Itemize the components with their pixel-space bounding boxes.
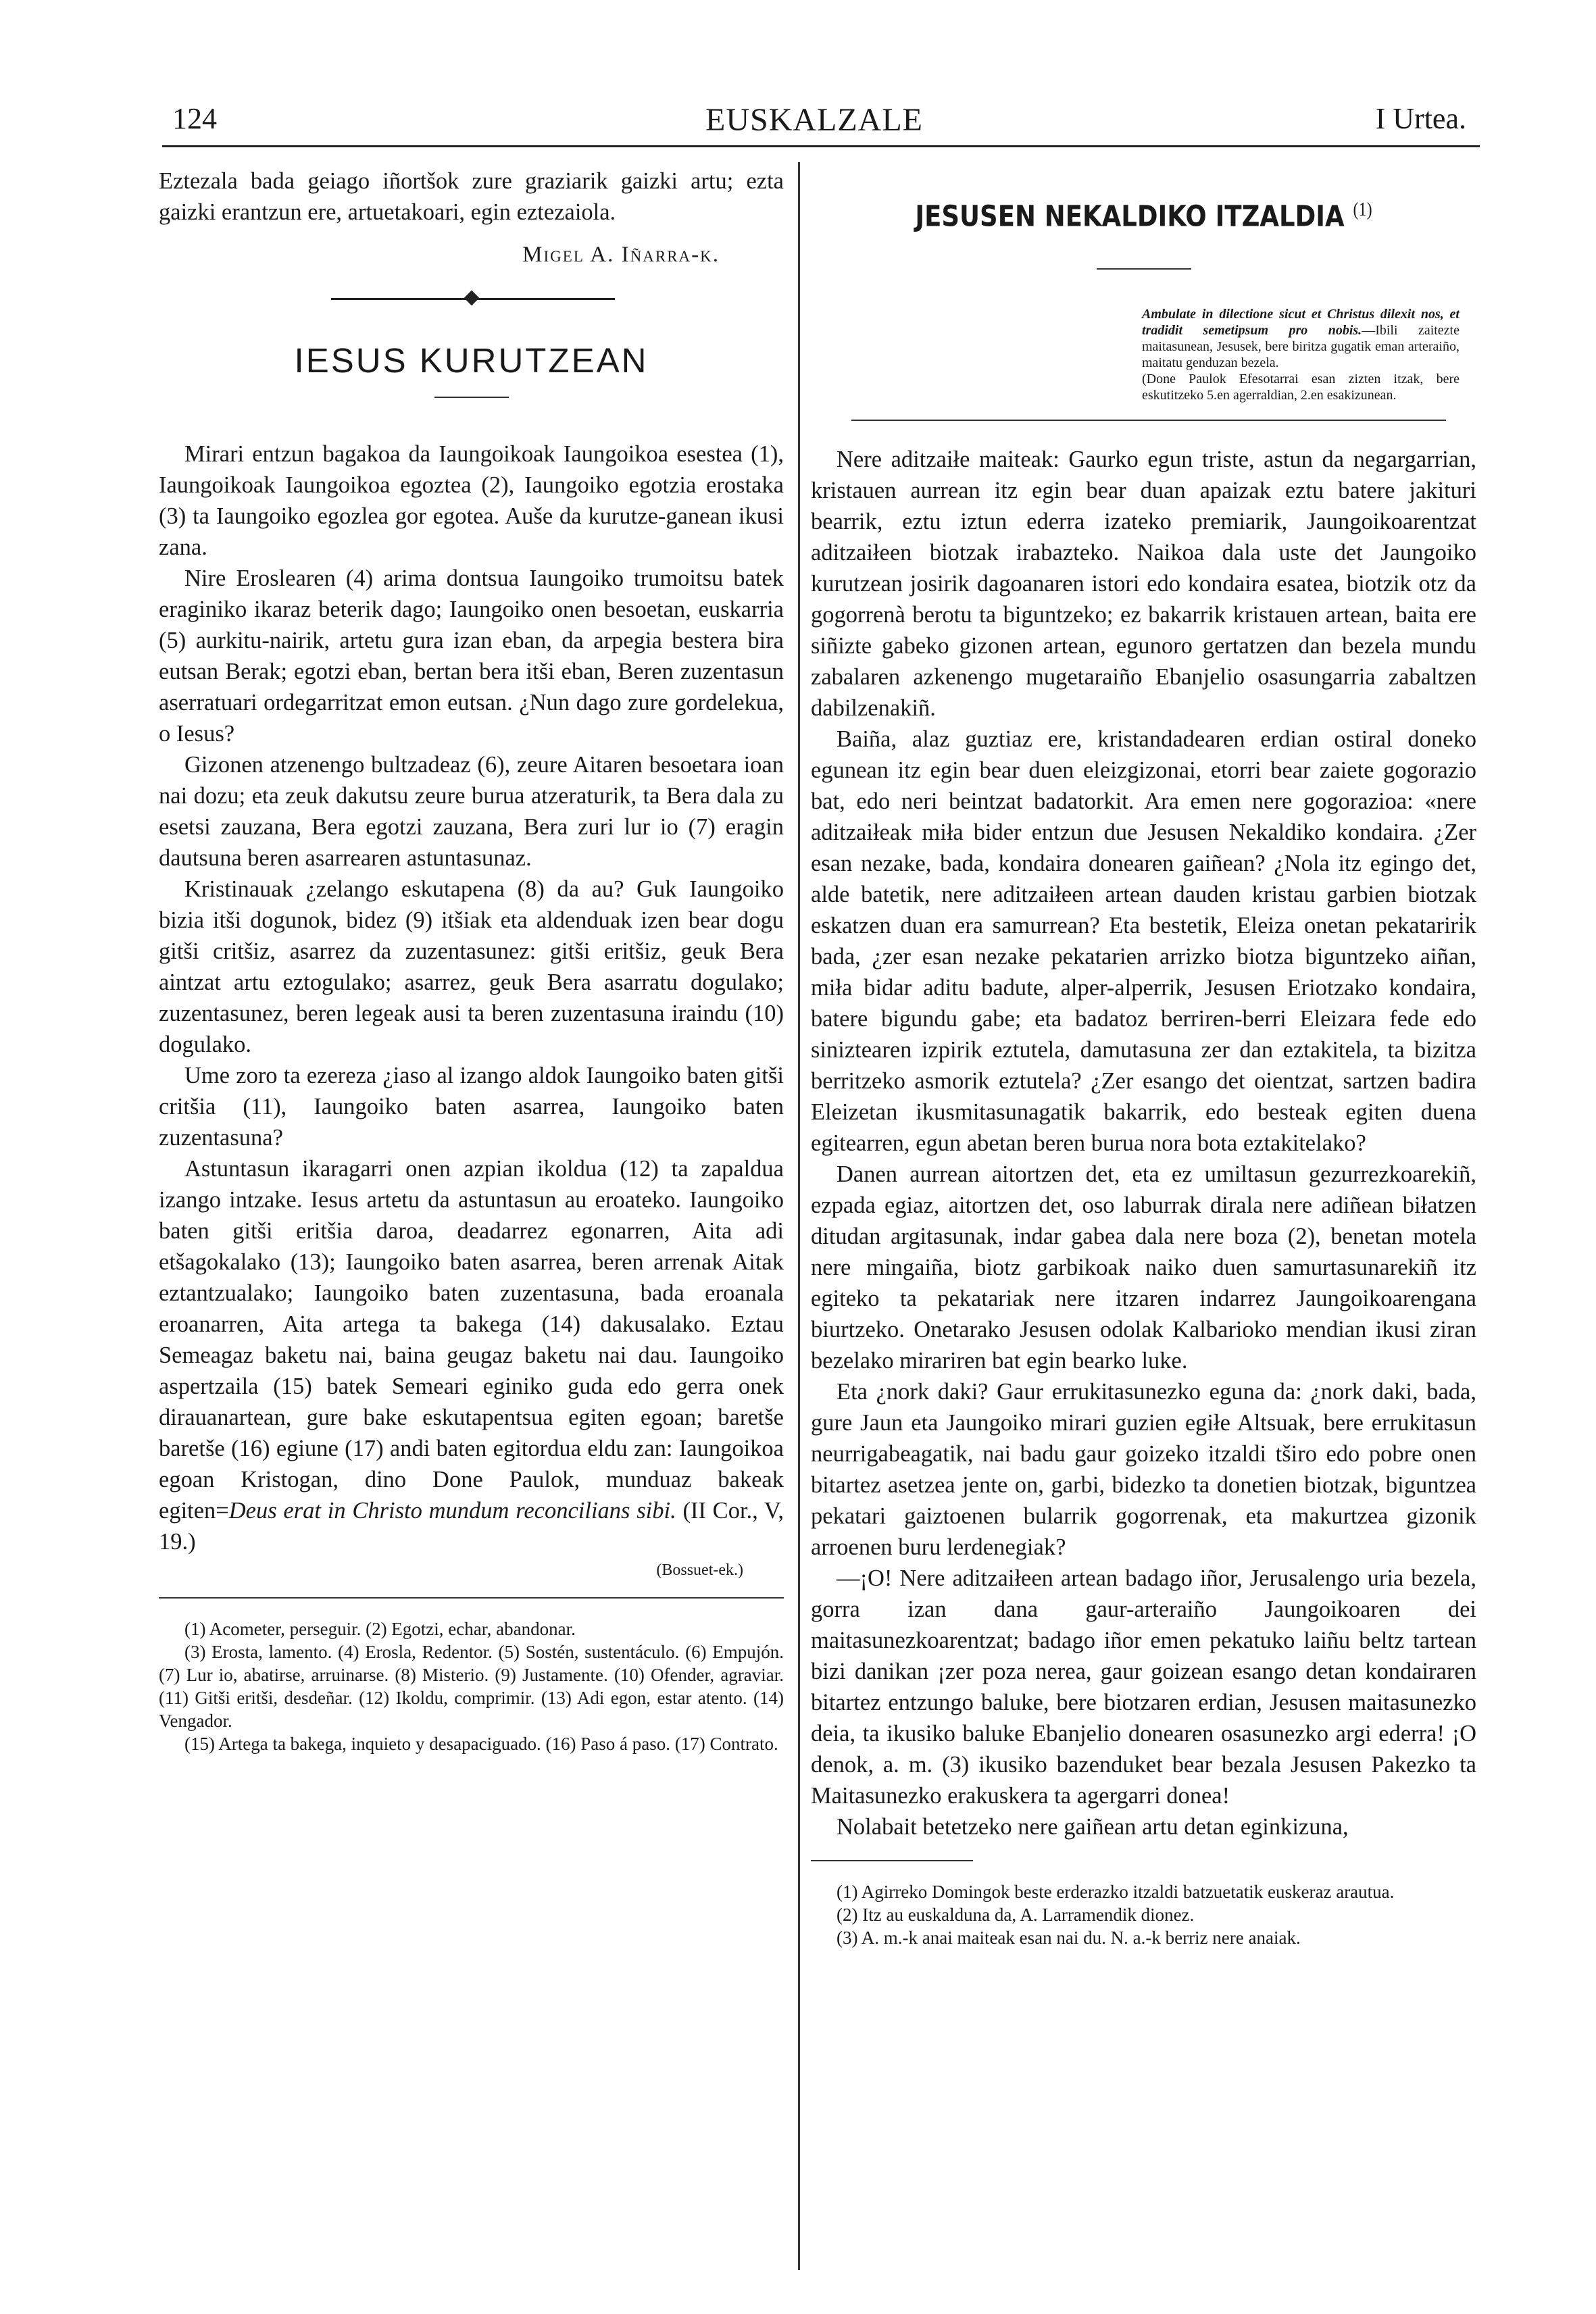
- volume-year: I Urtea.: [1375, 102, 1466, 135]
- latin-quote: Deus erat in Christo mundum reconcilians sibi.: [228, 1498, 676, 1524]
- body-paragraph: Mirari entzun bagakoa da Iaungoikoak Iaungoikoa esestea (1), Iaungoikoak Iaungoikoa egoztea (2), Iaungoiko egotzia erostaka (3) ta Iaungoiko egozlea gor egotea. Auše da kurutze-ganean ikusi zana.: [159, 441, 784, 560]
- footnote-rule: [811, 1860, 973, 1861]
- footnote: (1) Agirreko Domingok beste erderazko itzaldi batzuetatik euskeraz arautua.: [837, 1882, 1395, 1903]
- bible-reference: (II Cor., V, 19.): [159, 1498, 784, 1555]
- body-paragraph: Nere aditzaiłe maiteak: Gaurko egun triste, astun da negargarrian, kristauen aurrean itz egin bear duan apaizak eztu batere jakituri bearrik, eztu iztun ederra izateko premiarik, Jaungoikoarentzat aditzaiłeen biotzak irabazteko. Naikoa dala uste det Jaungoiko kurutzean josirik dagoanaren istori edo kondaira esatea, biotzik otz da gogorrenà berotu ta biguntzeko; ez bakarrik kristauen artean, baita ere siñizte gabeko gizonen artean, egunoro gertatzen dan bezela mundu zabalaren azkenengo mugetaraiño Ebanjelio osasungarria zabaltzen dabilzenakiñ.: [811, 447, 1476, 722]
- author-signature: Migel A. Iñarra-k.: [522, 243, 720, 267]
- footnote: (1) Acometer, perseguir. (2) Egotzi, echar, abandonar.: [184, 1619, 576, 1639]
- footnote: (15) Artega ta bakega, inquieto y desapaciguado. (16) Paso á paso. (17) Contrato.: [184, 1734, 778, 1754]
- epigraph-rule: [851, 420, 1446, 421]
- source-attribution: (Bossuet-ek.): [656, 1561, 743, 1579]
- epigraph: [1142, 306, 1460, 403]
- body-paragraph: Danen aurrean aitortzen det, eta ez umiltasun gezurrezkoarekiñ, ezpada egiaz, aitortzen det, oso laburrak dirala nere adiñean biłatzen ditudan argitasunak, indar gabea dala nere boza (2), benetan motela nere mingaiña, biotz garbikoak naiko duen samurtasunarekiñ itz egiteko ta pekatariak nere itzaren indarrez Jaungoikoarengana biurtzeko. Onetarako Jesusen odolak Kalbarioko mendian ikusi ziran bezelako mirariren bat egin bearko luke.: [811, 1161, 1476, 1374]
- body-paragraph: —¡O! Nere aditzaiłeen artean badago iñor, Jerusalengo uria bezela, gorra izan dana gaur-arteraiño Jaungoikoaren dei maitasunezkoarentzat; badago iñor emen pekatuko laiñu beltz tartean bizi danikan ¡zer poza nerea, gaur goizean esango detan kondairaren bitartez entzungo baluke, bere biotzaren erdian, Jesusen maitasunezko deia, ta ikusiko baluke Ebanjelio donearen osasunezko argi ederra! ¡O denok, a. m. (3) ikusiko bazenduket bear bezala Jesusen Pakezko ta Maitasunezko erakuskera ta agergarri donea!: [811, 1565, 1476, 1809]
- header-rule: [162, 145, 1480, 147]
- epigraph-translation: —Ibili zaitezte maitasunean, Jesusek, bere biritza gugatik eman arteraiño, maitatu genduzan bezela.: [1142, 323, 1460, 371]
- footnote-rule: [159, 1597, 784, 1599]
- body-paragraph: Eta ¿nork daki? Gaur errukitasunezko eguna da: ¿nork daki, bada, gure Jaun eta Jaungoiko mirari guzien egiłe Altsuak, bere errukitasun neurrigabeagatik, nai badu gaur goizeko itzaldi tširo edo pobre onen bitartez asetzea jente on, garbi, bidezko ta donetien biotzak, biguntzea pekatari gaiztoenen bularrik gogorrenak, eta makurtzea gizonik arroenen buru lerdenegiak?: [811, 1379, 1476, 1561]
- body-paragraph: Kristinauak ¿zelango eskutapena (8) da au? Guk Iaungoiko bizia itši dogunok, bidez (9) itšiak eta aldenduak izen bear dogu gitši critšiz, asarrez da zuzentasunez: gitši eritšiz, geuk Bera aintzat artu eztogulako; asarrez, geuk Bera asarratu dogulako; zuzentasunez, beren legeak ausi ta beren zuzentasuna iraindu (10) dogulako.: [159, 876, 784, 1057]
- sermon-title-text: JESUSEN NEKALDIKO ITZALDIA: [915, 199, 1345, 234]
- sermon-title: [857, 199, 1430, 233]
- left-column: [159, 166, 784, 1755]
- body-paragraph: Gizonen atzenengo bultzadeaz (6), zeure Aitaren besoetara ioan nai dozu; eta zeuk dakutsu zeure burua atzeraturik, ta Bera dala zu esetsi zauzana, Bera egotzi zauzana, Bera zuri lur io (7) eragin dautsuna beren asarrearen astuntasunaz.: [159, 752, 784, 871]
- footnote: (3) Erosta, lamento. (4) Erosla, Redentor. (5) Sostén, sustentáculo. (6) Empujón. (7) Lur io, abatirse, arruinarse. (8) Misterio. (9) Justamente. (10) Ofender, agraviar. (11) Gitši eritši, desdeñar. (12) Ikoldu, comprimir. (13) Adi egon, estar atento. (14) Vengador.: [159, 1642, 784, 1731]
- epigraph-latin: Ambulate in dilectione sicut et Christus dilexit nos, et tradidit semetipsum pro nobis.: [1142, 307, 1460, 338]
- title-footnote-ref: (1): [1353, 199, 1372, 220]
- ornament-divider: [159, 291, 784, 307]
- article-title: IESUS KURUTZEAN: [294, 341, 649, 380]
- footnote: (2) Itz au euskalduna da, A. Larramendik dionez.: [837, 1905, 1195, 1926]
- journal-title: EUSKALZALE: [705, 102, 923, 138]
- column-divider: [798, 162, 800, 2270]
- paragraph-text: Astuntasun ikaragarri onen azpian ikoldua (12) ta zapaldua izango intzake. Iesus artetu da astuntasun au eroateko. Iaungoiko baten gitši eritšia daroa, deadarrez egonarren, Aita adi etšagokalako (13); Iaungoiko baten asarrea, beren arrenak Aitak eztantzualako; Iaungoiko baten zuzentasuna, bada eroanala eroanarren, Aita artega ta bakega (14) dakusalako. Eztau Semeagaz baketu nai, baina geugaz baketu nai dau. Iaungoiko aspertzaila (15) batek Semeari eginiko guda edo gerra onek dirauanartean, gure bake eskutapentsua egiten egoan; baretše baretše (16) egiune (17) andi baten egitordua eldu zan: Iaungoikoa egoan Kristogan, dino Done Paulok, munduaz bakeak egiten=: [159, 1156, 784, 1524]
- body-paragraph: Nire Eroslearen (4) arima dontsua Iaungoiko trumoitsu batek eraginiko ikaraz beterik dago; Iaungoiko onen besoetan, euskarria (5) aurkitu-nairik, artetu gura izan eban, da arpegia bestera bira eutsan Berak; egotzi eban, bertan bera itši eban, Beren zuzentasun aserratuari ordegarritzat emon eutsan. ¿Nun dago zure gordelekua, o Iesus?: [159, 565, 784, 747]
- body-paragraph: Ume zoro ta ezereza ¿iaso al izango aldok Iaungoiko baten gitši critšia (11), Iaungoiko baten asarrea, Iaungoiko baten zuzentasuna?: [159, 1063, 784, 1151]
- title-rule: [1097, 268, 1191, 270]
- body-paragraph: Nolabait betetzeko nere gaiñean artu detan eginkizuna,: [837, 1814, 1349, 1840]
- page-number: 124: [172, 102, 217, 135]
- running-header: [155, 101, 1473, 142]
- right-column: [811, 166, 1476, 1949]
- closing-paragraph: Eztezala bada geiago iñortšok zure graziarik gaizki artu; ezta gaizki erantzun ere, artuetakoari, egin eztezaiola.: [159, 168, 784, 225]
- body-paragraph: [159, 1153, 784, 1557]
- epigraph-source: (Done Paulok Efesotarrai esan zizten itzak, bere eskutitzeko 5.en agerraldian, 2.en esakizunean.: [1142, 372, 1460, 403]
- footnote: (3) A. m.-k anai maiteak esan nai du. N. a.-k berriz nere anaiak.: [837, 1928, 1301, 1948]
- title-rule: [434, 397, 509, 398]
- body-paragraph: Baiña, alaz guztiaz ere, kristandadearen erdian ostiral doneko egunean itz egin bear duen eleizgizonai, etorri bear zaiete gogorazio bat, edo neri beintzat badatorkit. Ara emen nere gogorazioa: «nere aditzaiłeak miła bider entzun due Jesusen Nekaldiko kondaira. ¿Zer esan nezake, bada, kondaira donearen gaiñean? ¿Nola itz egingo det, alde batetik, nere aditzaiłeen artean dauden kristau garbien biotzak eskatzen duan era samurrean? Eta bestetik, Eleiza onetan pekatariri̇k bada, ¿zer esan nezake pekatarien arrizko biotza biguntzeko aiñan, miła bidar aditu badute, alper-alperrik, Jesusen Eriotzako kondaira, batere bigundu gabe; eta badatoz berriren-berri Eleizara fede edo siniztearen izpirik eztutela, damutasuna zer dan eztakitela, ta bizitza berritzeko asmorik eztutela? ¿Zer esango det oientzat, sartzen badira Eleizetan ikusmitasunagatik bakarrik, edo besteak egiten duena egitearren, egun abetan beren burua nora bota eztakitelako?: [811, 726, 1476, 1157]
